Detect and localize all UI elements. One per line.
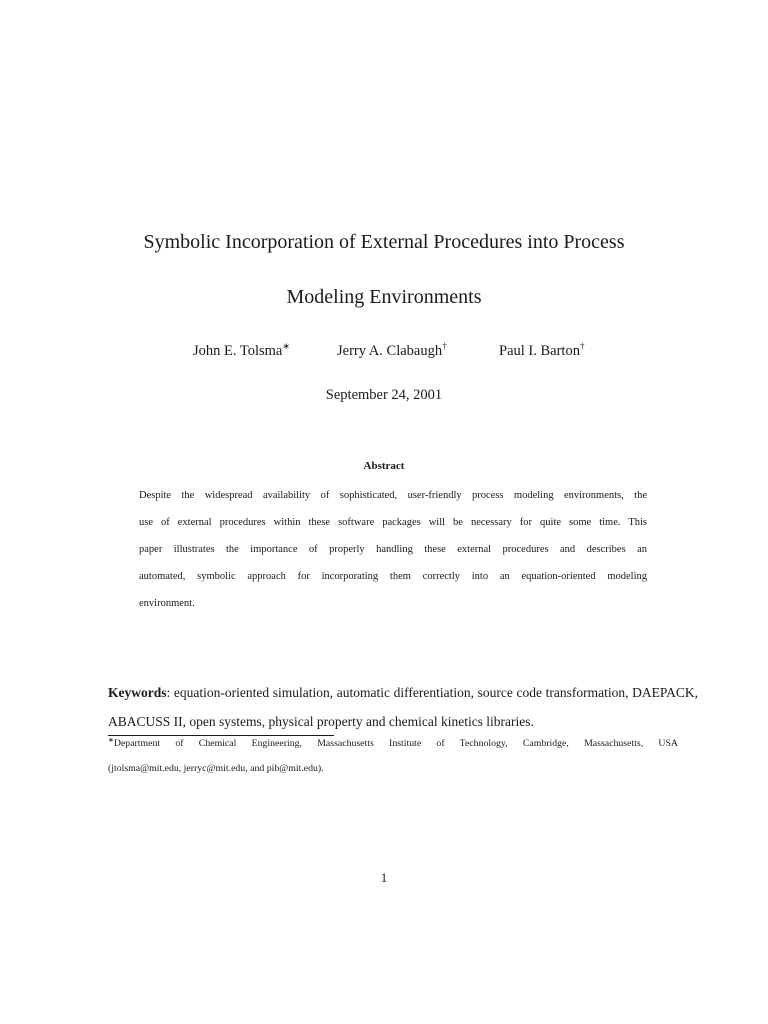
abstract-line: use of external procedures within these software packages will be necessary for quite some time. This [139,517,647,528]
author-name: Paul I. Barton [499,343,580,359]
footnote-mark: ∗ [108,736,114,744]
paper-title-line-2: Modeling Environments [286,286,482,308]
author-affiliation-mark: ∗ [282,341,290,351]
abstract-line: Despite the widespread availability of sophisticated, user-friendly process modeling environments, the [139,490,647,501]
paper-title-line-1: Symbolic Incorporation of External Procedures into Process [143,231,625,253]
author-affiliation-mark: † [442,341,447,351]
author-clabaugh [337,342,447,360]
abstract-heading: Abstract [363,460,405,472]
abstract-line: paper illustrates the importance of properly handling these external procedures and describes an [139,544,647,555]
keywords-label: Keywords [108,685,167,700]
page-number: 1 [380,870,388,885]
keywords-line [108,684,698,702]
footnote-text: Department of Chemical Engineering, Massachusetts Institute of Technology, Cambridge, Massachusetts, USA [113,738,678,749]
abstract-line: automated, symbolic approach for incorporating them correctly into an equation-oriented modeling [139,571,647,582]
keywords-line: ABACUSS II, open systems, physical property and chemical kinetics libraries. [108,714,534,729]
author-tolsma [193,342,290,360]
abstract-line: environment. [139,598,195,609]
footnote-rule [108,735,334,736]
keywords-text: : equation-oriented simulation, automatic differentiation, source code transformation, DAEPACK, [166,685,698,700]
publication-date: September 24, 2001 [325,387,443,403]
author-name: John E. Tolsma [193,343,283,359]
author-barton [499,342,584,360]
author-affiliation-mark: † [579,341,585,351]
footnote-line [108,737,678,750]
author-name: Jerry A. Clabaugh [337,343,443,359]
footnote-line: (jtolsma@mit.edu, jerryc@mit.edu, and pib@mit.edu). [108,763,324,774]
